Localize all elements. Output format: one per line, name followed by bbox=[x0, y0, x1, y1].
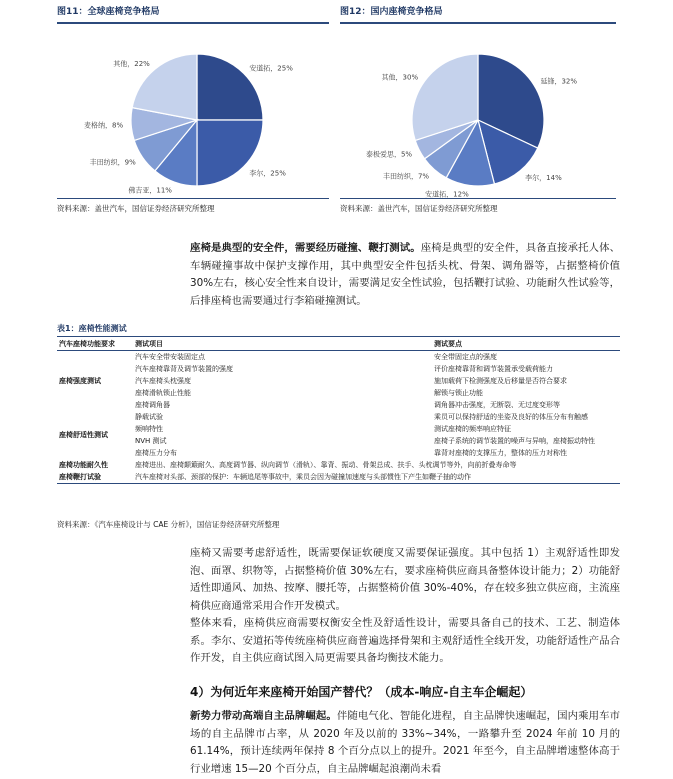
figure11-title: 图11：全球座椅竞争格局 bbox=[57, 4, 329, 24]
pie-label-0: 延锋，32% bbox=[540, 77, 578, 86]
paragraph-comfort-text: 座椅又需要考虑舒适性，既需要保证软硬度又需要保证强度。其中包括 1）主观舒适性即发泡、面罩、织物等，占据整椅价值 30%左右，要求座椅供应商具备整体设计能力；2）功能舒适性即通风、加热、按摩、腰托等，占据整椅价值 30%-40%，存在较多独立供应商，主流座椅供应商通常采用合作开发模式。 bbox=[190, 547, 620, 612]
figure12-source: 资料来源：盖世汽车，国信证券经济研究所整理 bbox=[340, 198, 616, 219]
table-header-test-item: 测试项目 bbox=[133, 338, 432, 351]
table-cell-key-points: 乘员可以保持舒适的坐姿及良好的体压分布有触感 bbox=[434, 413, 588, 421]
table-cell-test-item: 座椅压力分布 bbox=[135, 449, 177, 457]
figure11-pie-chart bbox=[57, 26, 329, 196]
table1-source: 资料来源：《汽车座椅设计与 CAE 分析》，国信证券经济研究所整理 bbox=[57, 520, 280, 529]
table-cell-test-item: NVH 测试 bbox=[135, 437, 167, 445]
table-cell-key-points: 安全带固定点的强度 bbox=[434, 353, 497, 361]
table-cell-requirement: 座椅舒适性测试 bbox=[59, 431, 108, 439]
table-row bbox=[57, 399, 620, 411]
table-header-requirement: 汽车座椅功能要求 bbox=[57, 338, 133, 351]
table-row bbox=[57, 411, 620, 423]
paragraph-safety bbox=[190, 240, 620, 310]
pie-label-1: 李尔，14% bbox=[525, 174, 562, 183]
table-row bbox=[57, 387, 620, 399]
table-cell-key-points: 靠背对座椅的支撑压力，整体的压力对称性 bbox=[434, 449, 567, 457]
table-cell-key-points: 调角器冲击强度，无断裂、无过度变形等 bbox=[434, 401, 560, 409]
table-cell-test-item: 汽车座椅头枕强度 bbox=[135, 377, 191, 385]
table-header-key-points: 测试要点 bbox=[432, 338, 620, 351]
figure12-title: 图12：国内座椅竞争格局 bbox=[340, 4, 616, 24]
pie-label-4: 麦格纳，8% bbox=[84, 121, 124, 130]
pie-label-2: 佛吉亚，11% bbox=[128, 186, 172, 195]
paragraph-overall bbox=[190, 615, 620, 668]
table-cell-key-points: 座椅子系统的调节装置的噪声与异响，座椅振动特性 bbox=[434, 437, 595, 445]
table-cell-key-points: 解锁与锁止功能 bbox=[434, 389, 483, 397]
paragraph-brands bbox=[190, 708, 620, 778]
table-cell-test-item: 静载试验 bbox=[135, 413, 163, 421]
table-row bbox=[57, 363, 620, 375]
table-cell-requirement: 座椅功能耐久性 bbox=[59, 461, 108, 469]
table-cell-test-item: 座椅调角器 bbox=[135, 401, 170, 409]
table-cell-requirement: 座椅鞭打试验 bbox=[57, 471, 133, 484]
figure12-pie-chart bbox=[340, 26, 616, 199]
paragraph-safety-lead: 座椅是典型的安全件，需要经历碰撞、鞭打测试。 bbox=[190, 242, 421, 254]
table-cell-test-item: 汽车安全带安装固定点 bbox=[135, 353, 205, 361]
paragraph-brands-lead: 新势力带动高端自主品牌崛起。 bbox=[190, 710, 337, 722]
paragraph-brands-body: 伴随电气化、智能化进程，自主品牌快速崛起，国内乘用车市场的自主品牌市占率，从 2020 年及以前的 33%~34%，一路攀升至 2024 年前 10 月的 61.14%，预计连续两年保持 8 个百分点以上的提升。2021 年至今，自主品牌增速整体高于行业增速 15—20 个百分点，自主品牌崛起浪潮尚未看 bbox=[190, 710, 621, 775]
table-row bbox=[57, 435, 620, 447]
table-cell-test-item: 座椅进出、座椅颠簸耐久、高度调节器、纵向调节（滑轨）、靠背、振动、骨架总成、扶手、头枕调节等外，向前折叠寿命等 bbox=[135, 461, 517, 469]
table-cell-requirement: 座椅强度测试 bbox=[59, 377, 101, 385]
pie-label-0: 安道拓，25% bbox=[249, 64, 293, 73]
table-row bbox=[57, 351, 620, 364]
paragraph-comfort bbox=[190, 545, 620, 615]
table-cell-key-points: 施加载荷下检测强度及后移量是否符合要求 bbox=[434, 377, 567, 385]
pie-label-3: 丰田纺织，7% bbox=[382, 172, 430, 181]
table-cell-test-item: 汽车座椅靠背及调节装置的强度 bbox=[135, 365, 233, 373]
table-cell-key-points: 测试座椅的频率响应特征 bbox=[434, 425, 511, 433]
table-row bbox=[57, 375, 620, 387]
seat-test-table bbox=[57, 338, 620, 484]
paragraph-overall-text: 整体来看，座椅供应商需要权衡安全性及舒适性设计，需要具备自己的技术、工艺、制造体系。李尔、安道拓等传统座椅供应商普遍选择骨架和主观舒适性全线开发，功能舒适性产品合作开发，自主供应商试图入局更需要具备均衡技术能力。 bbox=[190, 617, 620, 664]
pie-label-4: 泰极爱思，5% bbox=[365, 150, 413, 159]
pie-label-3: 丰田纺织，9% bbox=[89, 158, 136, 167]
table-row bbox=[57, 459, 620, 471]
table1-title: 表1：座椅性能测试 bbox=[57, 323, 620, 337]
table-cell-test-item: 频响特性 bbox=[135, 425, 163, 433]
table-row bbox=[57, 423, 620, 435]
figure11-source: 资料来源：盖世汽车，国信证券经济研究所整理 bbox=[57, 198, 329, 219]
pie-label-5: 其他，30% bbox=[381, 73, 419, 82]
paragraph-safety-body: 座椅是典型的安全件，具备直接承托人体、车辆碰撞事故中保护支撑作用，其中典型安全件包括头枕、骨架、调角器等，占据整椅价值 30%左右，核心安全性来自设计，需要满足安全性试验，包括鞭打试验、功能耐久性试验等，后排座椅也需要通过行李箱碰撞测试。 bbox=[190, 242, 621, 307]
pie-label-1: 李尔，25% bbox=[249, 169, 286, 178]
pie-label-5: 其他，22% bbox=[113, 59, 150, 68]
table-cell-test-item: 座椅滑轨锁止性能 bbox=[135, 389, 191, 397]
table-cell-test-item: 汽车座椅对头部、颈部的保护：车辆追尾等事故中，乘员会因为碰撞加速度与头部惯性下产生如鞭子抽的动作 bbox=[133, 471, 620, 484]
table-row bbox=[57, 447, 620, 459]
pie-label-2: 安道拓，12% bbox=[425, 190, 469, 199]
section-heading: 4）为何近年来座椅开始国产替代？（成本-响应-自主车企崛起） bbox=[190, 685, 533, 699]
table-row bbox=[57, 471, 620, 484]
table-cell-key-points: 评价座椅靠背和调节装置承受载荷能力 bbox=[434, 365, 553, 373]
